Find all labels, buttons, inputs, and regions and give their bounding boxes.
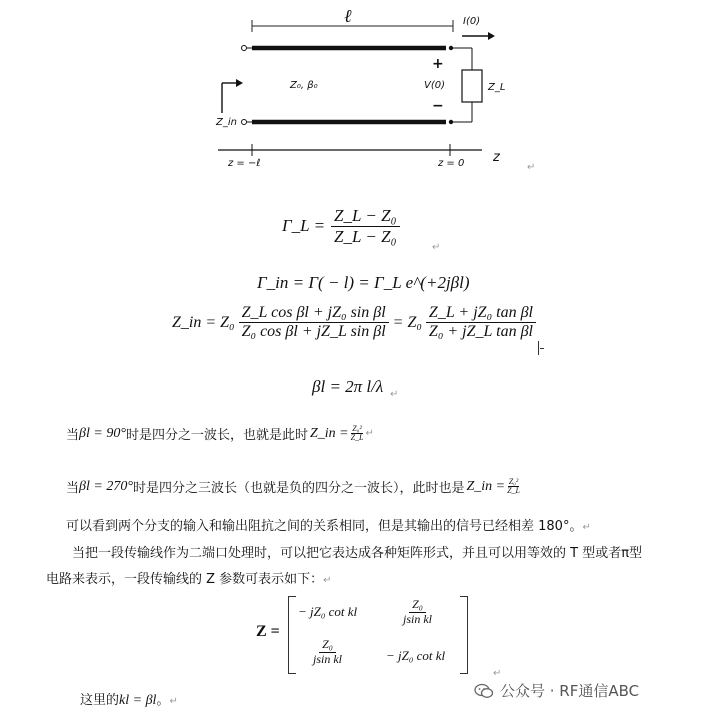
zin-label: Z_in <box>216 117 237 128</box>
watermark <box>474 680 639 701</box>
return-mark: ↵ <box>432 242 441 253</box>
paragraph-three-quarter-wave: 当 βl = 270° 时是四分之三波长（也就是负的四分之一波长），此时也是 Z_in = $\frac{\text{Z₀²}}{Z\_L}$ <box>66 476 520 496</box>
z-matrix-equation <box>256 596 476 674</box>
math-beta-270: βl = 270° <box>79 478 133 494</box>
gamma-l-lhs: Γ_L = <box>282 216 326 236</box>
text-cursor <box>538 341 539 355</box>
math-beta-90: βl = 90° <box>79 425 126 441</box>
zin-three-quarter-fraction: $\frac{\text{Z₀²}}{Z\_L}$ <box>507 476 520 495</box>
equation-zin: Z_in = Z₀ $\frac{\text{Z\_L cos βl + jZ₀ sin βl}}{\text{Z₀ cos βl + jZ\_L sin βl}}$ = Z₀ $\frac{\text{Z\_L + jZ₀ tan βl}}{\text{Z₀ + jZ\_L tan βl}}$ <box>172 304 536 342</box>
equation-gamma-l <box>282 206 400 246</box>
plus-sign: + <box>432 56 444 72</box>
load-impedance <box>462 70 482 102</box>
matrix-a11: − jZ₀ cot kl <box>298 604 358 619</box>
matrix-a22: − jZ₀ cot kl <box>386 648 446 663</box>
terminal-bottom-left <box>242 120 247 125</box>
line-params-label: Z₀, β₀ <box>290 80 318 91</box>
matrix-a21: $\frac{\text{Z₀}}{\text{jsin kl}}$ <box>313 637 342 666</box>
load-label: Z_L <box>488 82 506 93</box>
voltage-label: V(0) <box>424 80 446 91</box>
gamma-l-fraction: $\frac{\text{Z\_L − Z₀}}{\text{Z\_L − Z₀}}$ <box>331 206 399 246</box>
equation-beta-l: βl = 2π l/λ <box>312 377 384 396</box>
wechat-icon <box>474 683 494 699</box>
matrix-a12: $\frac{\text{Z₀}}{\text{jsin kl}}$ <box>403 597 432 626</box>
paragraph-phase-difference: 可以看到两个分支的输入和输出阻抗之间的关系相同，但是其输出的信号已经相差 180°。↵ <box>66 519 591 534</box>
matrix-left-bracket <box>288 596 296 674</box>
current-label: I(0) <box>463 16 481 27</box>
math-kl: kl = βl <box>119 693 157 708</box>
math-zin: Z_in = <box>466 478 506 494</box>
terminal-top-left <box>242 46 247 51</box>
paragraph-kl: 这里的kl = βl。↵ <box>80 693 178 708</box>
transmission-line-diagram <box>200 8 540 178</box>
zin-quarter-fraction: $\frac{\text{Z₀²}}{Z\_L}$ <box>350 423 364 442</box>
minus-sign: − <box>432 98 444 114</box>
zin-fraction-2: $\frac{\text{Z\_L + jZ₀ tan βl}}{\text{Z₀ + jZ\_L tan βl}}$ <box>426 304 536 342</box>
watermark-text: 公众号 · RF通信ABC <box>500 682 640 700</box>
paragraph-two-port: 当把一段传输线作为二端口处理时，可以把它表达成各种矩阵形式，并且可以用等效的 T 型或者π型 电路来表示，一段传输线的 Z 参数可表示如下：↵ <box>46 546 643 587</box>
z-right-label: z = 0 <box>438 158 465 169</box>
math-zin: Z_in = <box>309 425 349 441</box>
zin-fraction-1: $\frac{\text{Z\_L cos βl + jZ₀ sin βl}}{\text{Z₀ cos βl + jZ\_L sin βl}}$ <box>239 304 389 342</box>
z-axis-label: z <box>493 150 500 165</box>
return-mark: ↵ <box>527 162 536 173</box>
paragraph-quarter-wave: 当 βl = 90° 时是四分之一波长，也就是此时 Z_in = $\frac{\text{Z₀²}}{Z\_L}$ ↵ <box>66 423 374 443</box>
length-label: ℓ <box>344 6 352 26</box>
equation-gamma-in: Γ_in = Γ( − l) = Γ_L e^(+2jβl) <box>257 273 470 292</box>
matrix-right-bracket <box>460 596 468 674</box>
matrix-body <box>288 596 468 674</box>
return-mark: ↵ <box>365 428 374 439</box>
return-mark: ↵ <box>390 389 399 400</box>
return-mark: ↵ <box>493 668 502 679</box>
z-left-label: z = −ℓ <box>228 158 261 169</box>
matrix-lhs: Z = <box>256 623 280 640</box>
